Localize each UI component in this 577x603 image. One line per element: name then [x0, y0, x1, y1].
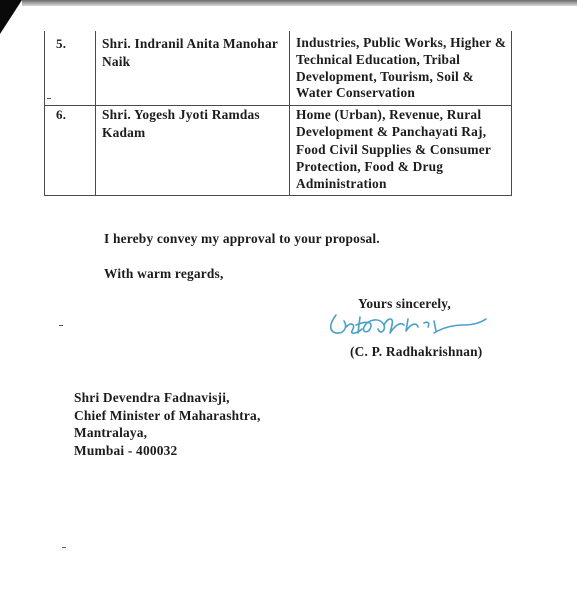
scan-speck: [62, 547, 66, 548]
table-cell-sno: 6.: [56, 107, 67, 122]
portfolio-table: [44, 31, 512, 196]
table-cell-minister-name: [102, 106, 260, 142]
address-line: Mumbai - 400032: [74, 442, 178, 458]
signature-strokes: [331, 315, 486, 333]
minister-name-line: Shri. Indranil Anita Manohar: [102, 36, 278, 51]
portfolio-line: Protection, Food & Drug: [296, 158, 444, 174]
portfolio-line: Home (Urban), Revenue, Rural: [296, 107, 482, 122]
scan-speck: [47, 98, 51, 99]
scan-corner-shadow: [0, 0, 22, 34]
portfolio-line: Development, Tourism, Soil &: [296, 68, 474, 84]
table-cell-portfolio: [296, 106, 491, 192]
table-col-divider: [95, 31, 96, 195]
minister-name-line: Shri. Yogesh Jyoti Ramdas: [102, 107, 260, 122]
table-col-divider: [289, 31, 290, 195]
signer-name: (C. P. Radhakrishnan): [350, 344, 483, 359]
portfolio-line: Development & Panchayati Raj,: [296, 124, 487, 140]
scan-speck: [59, 325, 63, 326]
approval-text: I hereby convey my approval to your proposal.: [104, 231, 380, 246]
minister-name-line: Kadam: [102, 125, 146, 141]
regards-text: With warm regards,: [104, 266, 224, 281]
scan-top-shade: [22, 0, 577, 6]
handwritten-signature: [322, 303, 492, 343]
portfolio-line: Technical Education, Tribal: [296, 51, 461, 67]
address-line: Mantralaya,: [74, 425, 148, 440]
table-cell-sno: 5.: [56, 36, 67, 51]
portfolio-line: Water Conservation: [296, 85, 416, 101]
portfolio-line: Food Civil Supplies & Consumer: [296, 141, 491, 157]
address-line: Chief Minister of Maharashtra,: [74, 407, 261, 423]
minister-name-line: Naik: [102, 54, 131, 70]
portfolio-line: Administration: [296, 176, 387, 192]
table-cell-portfolio: [296, 35, 506, 102]
recipient-address: [74, 389, 261, 459]
address-line: Shri Devendra Fadnavisji,: [74, 390, 230, 405]
table-cell-minister-name: [102, 35, 278, 71]
closing-text: Yours sincerely,: [358, 296, 451, 311]
portfolio-line: Industries, Public Works, Higher &: [296, 35, 507, 50]
